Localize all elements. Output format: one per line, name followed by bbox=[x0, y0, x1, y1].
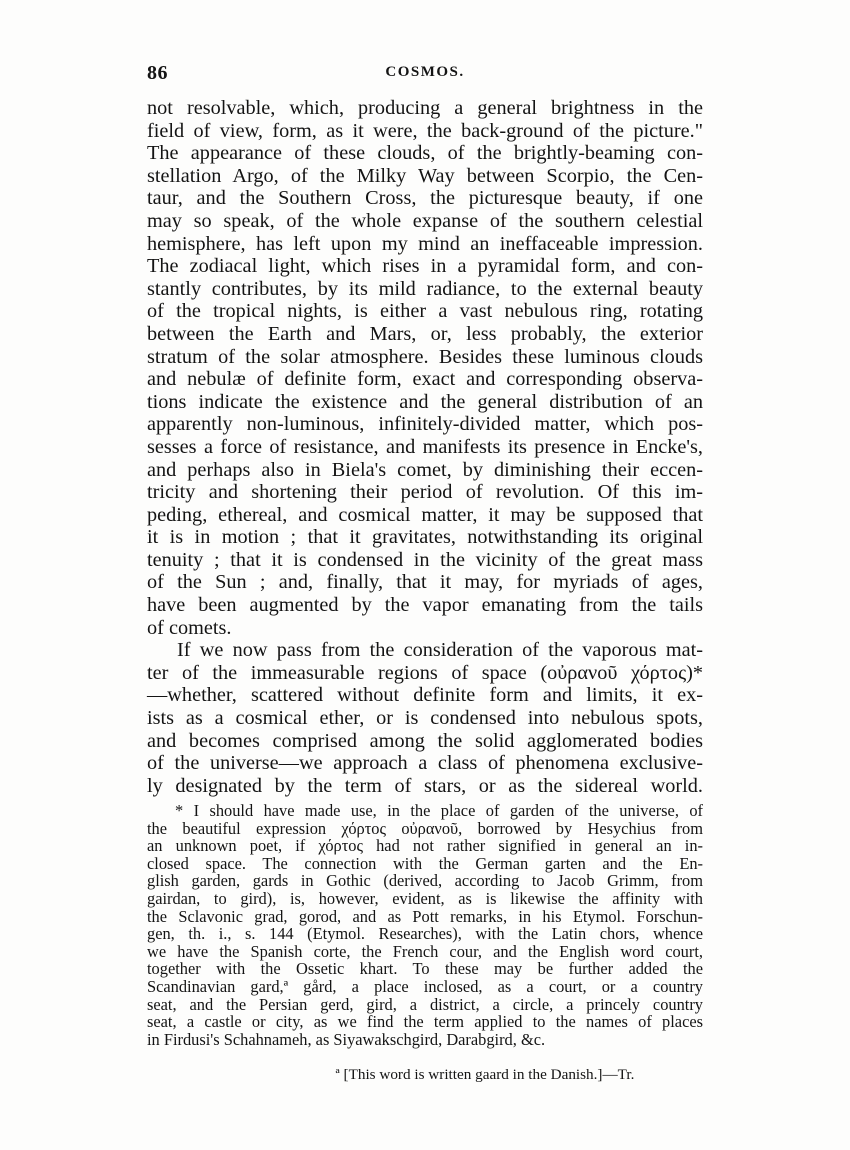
body-line: it is in motion ; that it gravitates, notwithstanding its original bbox=[147, 526, 703, 549]
body-line: stantly contributes, by its mild radiance, to the external beauty bbox=[147, 277, 703, 300]
footnote-line: we have the Spanish corte, the French cour, and the English word court, bbox=[147, 941, 703, 961]
body-line: ter of the immeasurable regions of space (οὐρανοῦ χόρτος)* bbox=[147, 661, 703, 684]
translator-note: ª [This word is written gaard in the Danish.]—Tr. bbox=[335, 1066, 635, 1083]
body-line: of the Sun ; and, finally, that it may, for myriads of ages, bbox=[147, 571, 703, 594]
footnote-line: * I should have made use, in the place of garden of the universe, of bbox=[175, 801, 703, 820]
footnote-line: the Sclavonic grad, gorod, and as Pott remarks, in his Etymol. Forschun- bbox=[147, 906, 703, 926]
page-header bbox=[147, 62, 703, 88]
footnote-line: seat, and the Persian gerd, gird, a district, a circle, a princely country bbox=[147, 994, 703, 1014]
footnote bbox=[147, 802, 703, 1048]
body-line: between the Earth and Mars, or, less probably, the exterior bbox=[147, 322, 703, 345]
running-title: COSMOS. bbox=[385, 64, 465, 80]
body-line: stratum of the solar atmosphere. Besides these luminous clouds bbox=[147, 345, 703, 368]
body-text bbox=[147, 97, 703, 797]
body-line: apparently non-luminous, infinitely-divided matter, which pos- bbox=[147, 413, 703, 436]
body-line: ly designated by the term of stars, or as the sidereal world. bbox=[147, 774, 703, 797]
body-line: tenuity ; that it is condensed in the vicinity of the great mass bbox=[147, 548, 703, 571]
body-line: sesses a force of resistance, and manifests its presence in Encke's, bbox=[147, 435, 703, 458]
body-line: ists as a cosmical ether, or is condensed into nebulous spots, bbox=[147, 707, 703, 730]
body-line: have been augmented by the vapor emanating from the tails bbox=[147, 594, 703, 617]
footnote-line: glish garden, gards in Gothic (derived, according to Jacob Grimm, from bbox=[147, 871, 703, 891]
body-line: tions indicate the existence and the general distribution of an bbox=[147, 390, 703, 413]
body-line: The appearance of these clouds, of the brightly-beaming con- bbox=[147, 142, 703, 165]
body-line: of the universe—we approach a class of phenomena exclusive- bbox=[147, 752, 703, 775]
body-line: not resolvable, which, producing a general brightness in the bbox=[147, 97, 703, 119]
footnote-line: Scandinavian gard,ª gård, a place inclosed, as a court, or a country bbox=[147, 976, 703, 996]
body-line: and nebulæ of definite form, exact and corresponding observa- bbox=[147, 368, 703, 391]
body-line: and becomes comprised among the solid agglomerated bodies bbox=[147, 729, 703, 752]
body-line: tricity and shortening their period of revolution. Of this im- bbox=[147, 481, 703, 504]
footnote-line: closed space. The connection with the German garten and the En- bbox=[147, 853, 703, 873]
body-line: —whether, scattered without definite form and limits, it ex- bbox=[147, 684, 703, 707]
body-line: hemisphere, has left upon my mind an ineffaceable impression. bbox=[147, 232, 703, 255]
footnote-line: the beautiful expression χόρτος οὐρανοῦ, borrowed by Hesychius from bbox=[147, 818, 703, 838]
body-line: and perhaps also in Biela's comet, by diminishing their eccen- bbox=[147, 458, 703, 481]
body-line: stellation Argo, of the Milky Way between Scorpio, the Cen- bbox=[147, 164, 703, 187]
footnote-line: gen, th. i., s. 144 (Etymol. Researches), with the Latin chors, whence bbox=[147, 924, 703, 944]
footnote-line: an unknown poet, if χόρτος had not rather signified in general an in- bbox=[147, 836, 703, 856]
body-line: of the tropical nights, is either a vast nebulous ring, rotating bbox=[147, 300, 703, 323]
footnote-line: gairdan, to gird), is, however, evident, as is likewise the affinity with bbox=[147, 888, 703, 908]
body-line: peding, ethereal, and cosmical matter, it may be supposed that bbox=[147, 503, 703, 526]
footnote-line: together with the Ossetic khart. To these may be further added the bbox=[147, 959, 703, 979]
body-line: taur, and the Southern Cross, the picturesque beauty, if one bbox=[147, 187, 703, 210]
body-line: The zodiacal light, which rises in a pyramidal form, and con- bbox=[147, 255, 703, 278]
footnote-line: seat, a castle or city, as we find the term applied to the names of places bbox=[147, 1012, 703, 1032]
body-line: may so speak, of the whole expanse of the southern celestial bbox=[147, 209, 703, 232]
paragraph-start-line: If we now pass from the consideration of the vaporous mat- bbox=[177, 639, 703, 662]
footnote-line: in Firdusi's Schahnameh, as Siyawakschgird, Darabgird, &c. bbox=[147, 1029, 546, 1049]
translator-note-row bbox=[0, 1066, 850, 1084]
body-line: field of view, form, as it were, the back-ground of the picture." bbox=[147, 119, 703, 142]
page-number: 86 bbox=[147, 62, 168, 84]
paragraph-end-line: of comets. bbox=[147, 616, 232, 639]
